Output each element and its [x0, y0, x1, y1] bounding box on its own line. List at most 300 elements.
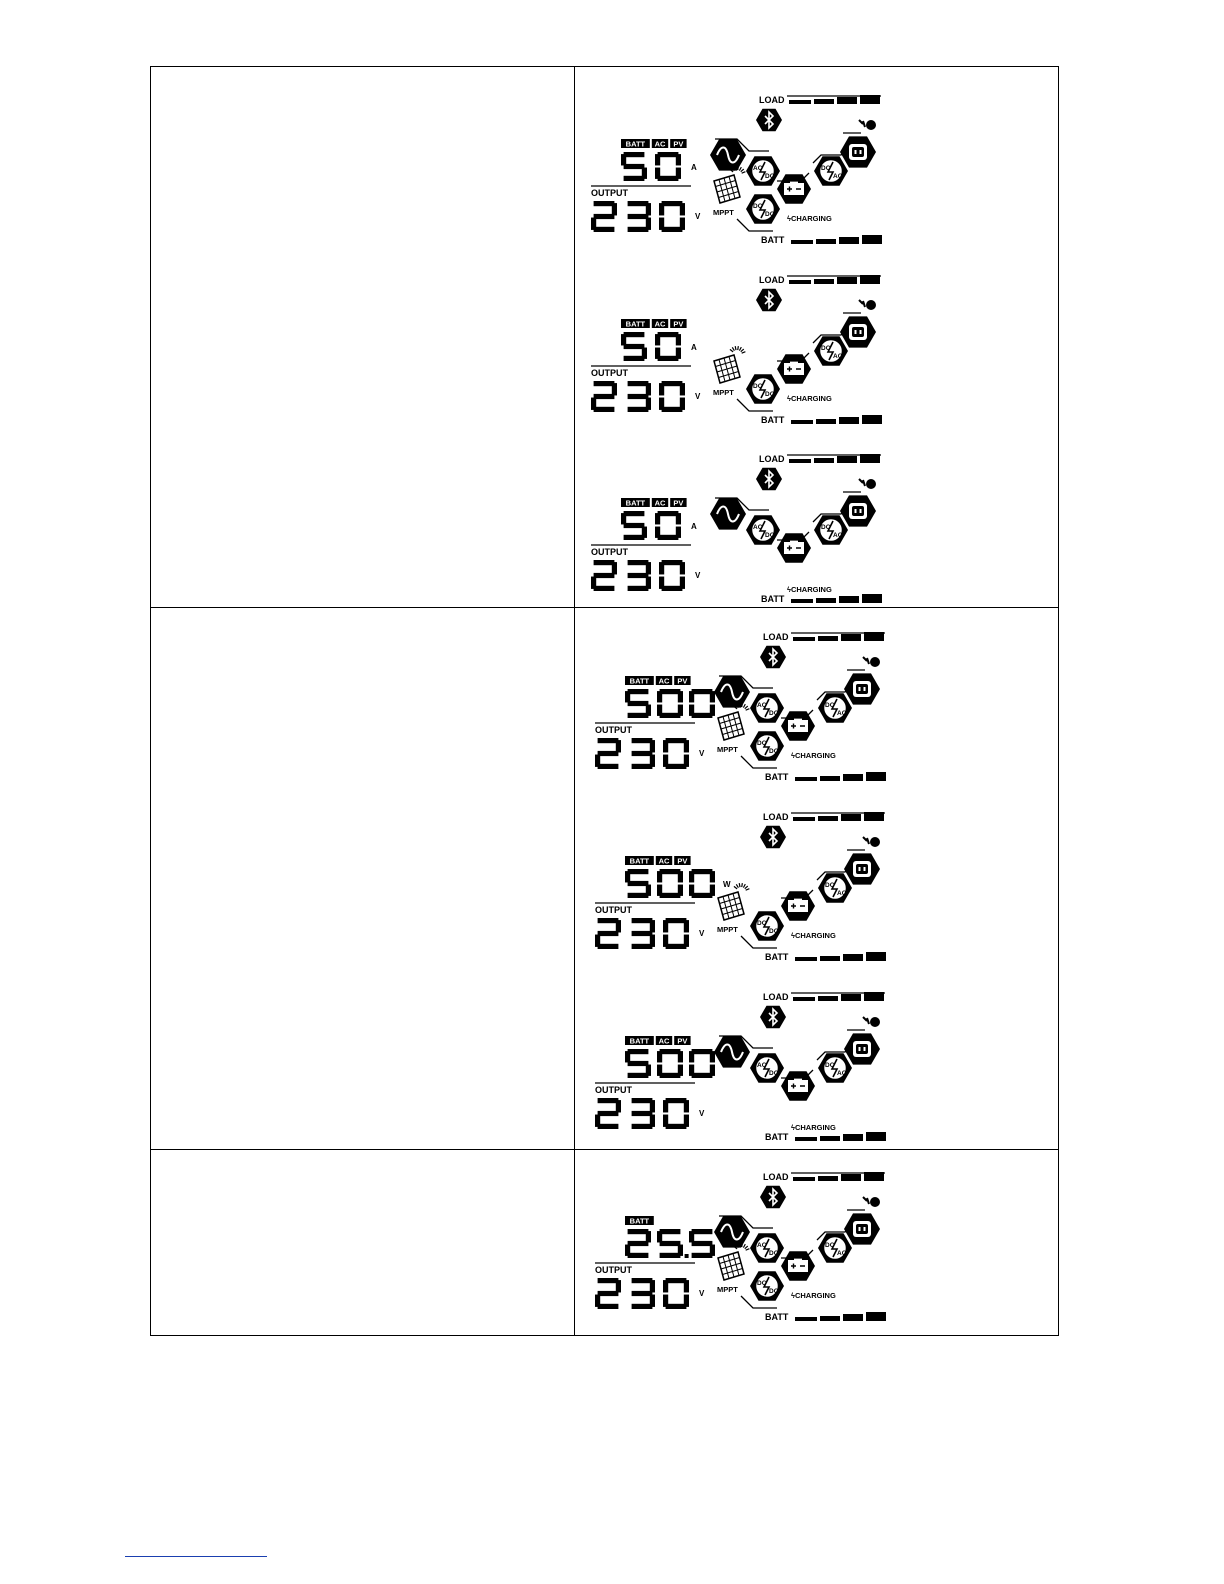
- sun-ray: [735, 166, 736, 170]
- lcd-segment: [663, 1280, 668, 1292]
- socket-pin: [864, 687, 866, 691]
- battery-gauge-segment: [866, 772, 886, 781]
- ac-dc-converter-out-label: DC: [765, 173, 775, 180]
- lcd-segment: [659, 218, 664, 230]
- battery-gauge-segment: [866, 1132, 886, 1141]
- lcd-segment: [710, 691, 715, 702]
- lcd-segment: [594, 407, 615, 412]
- lcd-segment: [616, 1280, 621, 1292]
- decimal-point: [685, 1254, 689, 1258]
- load-gauge-segment: [814, 99, 834, 104]
- source-tag-label: AC: [658, 1036, 670, 1046]
- dc-ac-converter-in-label: DC: [825, 702, 835, 709]
- socket-face: [852, 327, 864, 337]
- socket-pin: [864, 1047, 866, 1051]
- sun-ray: [745, 706, 748, 709]
- sun-ray: [741, 349, 744, 352]
- ac-dc-converter-out-label: DC: [769, 710, 779, 717]
- sun-ray: [739, 347, 741, 351]
- lcd-segment: [692, 1229, 713, 1234]
- socket-pin: [859, 687, 861, 691]
- fan-blade: [859, 479, 865, 486]
- mppt-converter-in-label: DC: [757, 920, 767, 927]
- lcd-segment: [684, 1280, 689, 1292]
- sun-ray: [745, 886, 748, 889]
- sun-ray: [732, 347, 734, 350]
- battery-gauge-label: BATT: [761, 415, 785, 425]
- lcd-segment: [660, 689, 681, 694]
- battery-gauge-segment: [816, 419, 836, 424]
- sun-ray: [741, 169, 744, 172]
- battery-gauge-segment: [839, 237, 859, 244]
- load-gauge-segment: [818, 816, 838, 821]
- top-reading: [621, 511, 681, 540]
- output-reading: [591, 381, 685, 412]
- battery-gauge-segment: [843, 1314, 863, 1321]
- lcd-segment: [662, 227, 683, 232]
- lcd-panel: [587, 273, 907, 433]
- battery-gauge-label: BATT: [765, 1132, 789, 1142]
- lcd-segment: [624, 535, 645, 540]
- mppt-converter-in-label: DC: [757, 1280, 767, 1287]
- lcd-segment: [663, 1115, 668, 1127]
- source-tag-label: BATT: [625, 139, 646, 149]
- load-gauge-segment: [841, 994, 861, 1001]
- lcd-segment: [659, 577, 664, 589]
- lcd-segment: [657, 691, 662, 702]
- output-reading: [591, 201, 685, 232]
- load-gauge-segment: [841, 634, 861, 641]
- sun-ray: [742, 883, 743, 887]
- lcd-segment: [657, 1065, 662, 1076]
- mppt-label: MPPT: [717, 1285, 738, 1294]
- lcd-segment: [616, 740, 621, 752]
- lcd-segment: [646, 1231, 651, 1242]
- sun-ray: [739, 167, 741, 171]
- fan-blade: [859, 120, 865, 127]
- lcd-segment: [598, 1291, 619, 1296]
- lcd-segment: [660, 1241, 681, 1246]
- output-label: OUTPUT: [595, 1085, 632, 1095]
- lcd-segment: [632, 1124, 653, 1129]
- fan-icon: [866, 120, 876, 130]
- battery-gauge-segment: [795, 1317, 817, 1321]
- lcd-segment: [660, 893, 681, 898]
- charging-label: ϟCHARGING: [791, 751, 836, 760]
- lcd-segment: [598, 931, 619, 936]
- lcd-segment: [657, 1051, 662, 1062]
- sun-ray: [734, 886, 737, 888]
- mppt-label: MPPT: [717, 925, 738, 934]
- source-tags: [625, 676, 691, 686]
- output-label: OUTPUT: [591, 368, 628, 378]
- mppt-converter-out-label: DC: [769, 748, 779, 755]
- lcd-segment: [666, 764, 687, 769]
- battery-gauge: [761, 594, 882, 604]
- battery-gauge-segment: [795, 1137, 817, 1141]
- lcd-segment: [658, 511, 679, 516]
- lcd-segment: [662, 560, 683, 565]
- socket-face: [852, 506, 864, 516]
- dc-ac-converter-in-label: DC: [825, 1242, 835, 1249]
- top-unit: A: [691, 522, 697, 531]
- sun-ray: [742, 703, 743, 707]
- description-cell: [151, 1150, 575, 1335]
- top-reading: [625, 869, 715, 898]
- sun-ray: [736, 884, 738, 887]
- source-tags: [621, 139, 687, 149]
- battery-gauge-label: BATT: [765, 772, 789, 782]
- sun-ray: [743, 1244, 745, 1248]
- lcd-segment: [594, 227, 615, 232]
- lcd-segment: [628, 1253, 649, 1258]
- lcd-segment: [662, 381, 683, 386]
- lcd-segment: [632, 1111, 653, 1116]
- lcd-segment: [666, 1278, 687, 1283]
- source-tag-label: AC: [654, 319, 666, 329]
- lcd-screen: [587, 273, 907, 433]
- lcd-segment: [632, 931, 653, 936]
- top-unit: W: [723, 880, 731, 889]
- lcd-segment: [692, 1241, 713, 1246]
- lcd-segment: [657, 1231, 662, 1242]
- lcd-segment: [598, 764, 619, 769]
- source-tag-label: AC: [658, 676, 670, 686]
- lcd-segment: [632, 1304, 653, 1309]
- sun-ray: [742, 1243, 743, 1247]
- lcd-segment: [666, 918, 687, 923]
- lcd-segment: [660, 1049, 681, 1054]
- lcd-segment: [692, 893, 713, 898]
- source-tag-label: PV: [677, 1036, 688, 1046]
- lcd-segment: [655, 154, 660, 165]
- dc-ac-converter-out-label: AC: [833, 353, 843, 360]
- mppt-converter-out-label: DC: [769, 1288, 779, 1295]
- output-reading: [595, 918, 689, 949]
- battery-gauge: [765, 772, 886, 782]
- battery-gauge-segment: [862, 594, 882, 603]
- lcd-segment: [655, 334, 660, 345]
- lcd-segment: [624, 523, 645, 528]
- source-tag-label: BATT: [629, 676, 650, 686]
- lcd-segment: [710, 1051, 715, 1062]
- battery-gauge-segment: [839, 417, 859, 424]
- lcd-segment: [594, 573, 615, 578]
- source-tag-label: BATT: [625, 498, 646, 508]
- battery-gauge-segment: [843, 954, 863, 961]
- lcd-panel: [591, 990, 911, 1150]
- lcd-segment: [628, 394, 649, 399]
- load-gauge-segment: [818, 636, 838, 641]
- table-row: [151, 67, 1058, 608]
- lcd-segment: [655, 513, 660, 524]
- solar-panel-icon: [714, 346, 745, 383]
- output-unit: V: [699, 1109, 705, 1118]
- socket-pin: [860, 509, 862, 513]
- battery-gauge-segment: [839, 596, 859, 603]
- description-cell: [151, 67, 575, 607]
- lcd-segment: [660, 869, 681, 874]
- battery-gauge-segment: [820, 956, 840, 961]
- sun-ray: [735, 346, 736, 350]
- lcd-segment: [616, 1100, 621, 1112]
- output-unit: V: [695, 392, 701, 401]
- socket-pin: [860, 150, 862, 154]
- lcd-segment: [662, 407, 683, 412]
- lcd-segment: [628, 881, 649, 886]
- load-gauge-segment: [814, 279, 834, 284]
- mppt-converter-out-label: DC: [765, 211, 775, 218]
- lcd-segment: [655, 168, 660, 179]
- output-unit: V: [699, 749, 705, 758]
- battery-gauge-label: BATT: [761, 594, 785, 604]
- load-gauge-segment: [789, 459, 811, 463]
- lcd-segment: [598, 1278, 619, 1283]
- lcd-segment: [632, 1098, 653, 1103]
- mppt-converter-in-label: DC: [753, 383, 763, 390]
- charging-label: ϟCHARGING: [787, 394, 832, 403]
- output-unit: V: [699, 929, 705, 938]
- lcd-segment: [628, 1241, 649, 1246]
- fan-icon: [870, 657, 880, 667]
- socket-face: [856, 684, 868, 694]
- load-gauge-segment: [793, 1177, 815, 1181]
- lcd-segment: [666, 1098, 687, 1103]
- lcd-segment: [646, 562, 651, 574]
- top-reading: [625, 1229, 715, 1258]
- lcd-segment: [689, 885, 694, 896]
- lcd-segment: [628, 713, 649, 718]
- battery-gauge: [765, 1312, 886, 1322]
- output-reading: [595, 1278, 689, 1309]
- battery-gauge-segment: [862, 235, 882, 244]
- table-row: [151, 1150, 1058, 1335]
- lcd-segment: [680, 562, 685, 574]
- load-gauge-segment: [789, 280, 811, 284]
- sun-ray: [746, 1249, 750, 1250]
- socket-pin: [860, 330, 862, 334]
- lcd-segment: [625, 1051, 630, 1062]
- load-gauge-segment: [837, 277, 857, 284]
- load-gauge-segment: [793, 817, 815, 821]
- lcd-segment: [662, 201, 683, 206]
- ac-dc-converter-out-label: DC: [765, 532, 775, 539]
- lcd-segment: [598, 1098, 619, 1103]
- lcd-segment: [650, 1280, 655, 1292]
- solar-panel-icon: [714, 166, 745, 203]
- lcd-segment: [663, 920, 668, 932]
- lcd-cell: [575, 608, 1058, 1149]
- lcd-segment: [628, 214, 649, 219]
- lcd-segment: [628, 1073, 649, 1078]
- top-reading: [621, 332, 681, 361]
- source-tags: [621, 498, 687, 508]
- output-unit: V: [695, 571, 701, 580]
- source-tag-label: AC: [658, 856, 670, 866]
- lcd-panel: [591, 630, 911, 790]
- lcd-segment: [658, 535, 679, 540]
- load-gauge-segment: [818, 996, 838, 1001]
- load-gauge-label: LOAD: [763, 632, 789, 642]
- ac-dc-converter-in-label: AC: [757, 1062, 767, 1069]
- battery-gauge-segment: [862, 415, 882, 424]
- lcd-segment: [678, 1051, 683, 1062]
- battery-gauge-segment: [795, 957, 817, 961]
- lcd-segment: [621, 154, 626, 165]
- lcd-segment: [663, 740, 668, 752]
- lcd-segment: [657, 885, 662, 896]
- lcd-segment: [632, 738, 653, 743]
- sun-ray: [743, 884, 745, 888]
- charging-label: ϟCHARGING: [787, 214, 832, 223]
- battery-gauge-segment: [820, 1136, 840, 1141]
- lcd-segment: [655, 348, 660, 359]
- lcd-segment: [684, 920, 689, 932]
- lcd-screen: [591, 990, 911, 1150]
- mppt-label: MPPT: [713, 388, 734, 397]
- lcd-segment: [598, 1111, 619, 1116]
- battery-gauge-segment: [791, 240, 813, 244]
- battery-gauge-segment: [816, 239, 836, 244]
- mppt-converter-out-label: DC: [765, 391, 775, 398]
- load-gauge-segment: [814, 458, 834, 463]
- output-reading: [595, 738, 689, 769]
- lcd-segment: [663, 755, 668, 767]
- socket-face: [852, 147, 864, 157]
- socket-pin: [855, 150, 857, 154]
- lcd-segment: [625, 871, 630, 882]
- fan-icon: [870, 837, 880, 847]
- battery-gauge-segment: [843, 774, 863, 781]
- load-gauge-label: LOAD: [763, 1172, 789, 1182]
- lcd-segment: [660, 1073, 681, 1078]
- lcd-segment: [660, 1229, 681, 1234]
- dc-ac-converter-in-label: DC: [825, 882, 835, 889]
- load-gauge-segment: [789, 100, 811, 104]
- output-label: OUTPUT: [595, 1265, 632, 1275]
- output-label: OUTPUT: [595, 725, 632, 735]
- lcd-segment: [689, 1051, 694, 1062]
- footer-link-underline: [125, 1556, 267, 1557]
- lcd-segment: [594, 201, 615, 206]
- sun-ray: [746, 709, 750, 710]
- lcd-segment: [663, 935, 668, 947]
- source-tag-label: PV: [677, 856, 688, 866]
- lcd-cell: [575, 67, 1058, 607]
- lcd-panel: [587, 93, 907, 253]
- source-tag-label: AC: [654, 498, 666, 508]
- dc-ac-converter-in-label: DC: [821, 524, 831, 531]
- fan-icon: [870, 1017, 880, 1027]
- output-reading: [591, 560, 685, 591]
- lcd-panel: [587, 452, 907, 612]
- lcd-segment: [660, 1253, 681, 1258]
- battery-gauge-segment: [816, 598, 836, 603]
- top-reading: [621, 152, 681, 181]
- lcd-segment: [612, 562, 617, 574]
- lcd-segment: [612, 203, 617, 215]
- source-tags: [625, 856, 691, 866]
- lcd-segment: [628, 1061, 649, 1066]
- lcd-segment: [624, 164, 645, 169]
- table-row: [151, 608, 1058, 1150]
- load-gauge-label: LOAD: [759, 454, 785, 464]
- fan-blade: [859, 300, 865, 307]
- lcd-segment: [676, 513, 681, 524]
- load-gauge-segment: [793, 997, 815, 1001]
- load-gauge-segment: [837, 456, 857, 463]
- lcd-segment: [692, 713, 713, 718]
- lcd-segment: [658, 176, 679, 181]
- lcd-segment: [666, 944, 687, 949]
- source-tag-label: BATT: [629, 1036, 650, 1046]
- load-gauge-segment: [837, 97, 857, 104]
- sun-ray: [738, 166, 739, 170]
- lcd-segment: [598, 944, 619, 949]
- lcd-display-table: [150, 66, 1059, 1336]
- lcd-segment: [666, 1304, 687, 1309]
- lcd-segment: [594, 394, 615, 399]
- socket-pin: [864, 1227, 866, 1231]
- lcd-segment: [657, 871, 662, 882]
- lcd-segment: [676, 334, 681, 345]
- sun-ray: [745, 1246, 748, 1249]
- dc-ac-converter-out-label: AC: [833, 173, 843, 180]
- fan-blade: [863, 1197, 869, 1204]
- charging-label: ϟCHARGING: [791, 1123, 836, 1132]
- lcd-segment: [689, 1231, 694, 1242]
- lcd-segment: [598, 1124, 619, 1129]
- lcd-segment: [650, 740, 655, 752]
- load-gauge-segment: [818, 1176, 838, 1181]
- lcd-segment: [598, 751, 619, 756]
- dc-ac-converter-out-label: AC: [837, 890, 847, 897]
- socket-face: [856, 864, 868, 874]
- mppt-label: MPPT: [713, 208, 734, 217]
- lcd-segment: [689, 1065, 694, 1076]
- lcd-segment: [628, 201, 649, 206]
- ac-dc-converter-in-label: AC: [753, 524, 763, 531]
- lcd-segment: [628, 689, 649, 694]
- battery-gauge-label: BATT: [765, 1312, 789, 1322]
- source-tag-label: BATT: [629, 856, 650, 866]
- lcd-segment: [598, 738, 619, 743]
- lcd-segment: [680, 383, 685, 395]
- mppt-converter-in-label: DC: [753, 203, 763, 210]
- lcd-segment: [666, 1124, 687, 1129]
- lcd-segment: [692, 1073, 713, 1078]
- sun-ray: [746, 889, 750, 890]
- lcd-segment: [624, 356, 645, 361]
- lcd-segment: [684, 740, 689, 752]
- lcd-segment: [658, 332, 679, 337]
- lcd-segment: [632, 764, 653, 769]
- dc-ac-converter-in-label: DC: [821, 345, 831, 352]
- lcd-segment: [624, 332, 645, 337]
- lcd-segment: [692, 1253, 713, 1258]
- lcd-segment: [628, 869, 649, 874]
- lcd-segment: [628, 1229, 649, 1234]
- lcd-segment: [646, 383, 651, 395]
- load-gauge-label: LOAD: [763, 812, 789, 822]
- lcd-segment: [628, 893, 649, 898]
- lcd-panel: [591, 810, 911, 970]
- battery-gauge-segment: [843, 1134, 863, 1141]
- source-tags: [621, 319, 687, 329]
- lcd-segment: [632, 1291, 653, 1296]
- lcd-segment: [632, 918, 653, 923]
- lcd-segment: [628, 227, 649, 232]
